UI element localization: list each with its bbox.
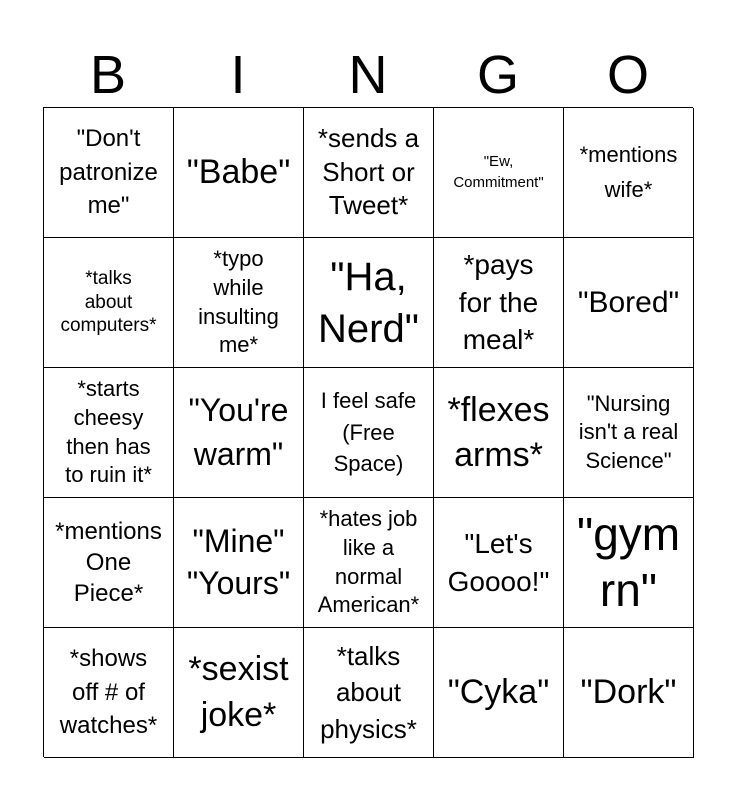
bingo-cell[interactable] xyxy=(434,498,564,628)
bingo-cell[interactable] xyxy=(174,498,304,628)
bingo-cell[interactable] xyxy=(434,628,564,758)
cell-text: "Babe" xyxy=(186,153,291,192)
cell-text: *sends a Short or Tweet* xyxy=(317,122,420,221)
bingo-cell[interactable] xyxy=(44,108,174,238)
cell-text: *hates job like a normal American* xyxy=(317,506,420,618)
bingo-cell[interactable] xyxy=(174,238,304,368)
cell-text: *mentions wife* xyxy=(579,142,678,202)
bingo-cell[interactable] xyxy=(174,108,304,238)
bingo-cell[interactable] xyxy=(434,238,564,368)
bingo-cell[interactable] xyxy=(434,368,564,498)
bingo-board xyxy=(43,107,693,757)
bingo-cell[interactable] xyxy=(304,238,434,368)
bingo-cell[interactable] xyxy=(564,498,694,628)
cell-text: "Ha, Nerd" xyxy=(318,254,419,351)
cell-text: *pays for the meal* xyxy=(458,248,539,356)
bingo-cell[interactable] xyxy=(174,628,304,758)
header-letter-o: O xyxy=(606,45,649,105)
cell-text: "Let's Goooo!" xyxy=(447,527,550,597)
header-letter-i: I xyxy=(230,45,246,105)
cell-text: "Ew, Commitment" xyxy=(453,153,544,191)
cell-text: "You're warm" xyxy=(188,392,289,472)
cell-text: "Cyka" xyxy=(447,673,550,712)
header-letter-g: G xyxy=(476,45,519,105)
bingo-cell[interactable] xyxy=(304,108,434,238)
bingo-cell[interactable] xyxy=(304,628,434,758)
cell-text: *typo while insulting me* xyxy=(198,246,279,358)
bingo-cell[interactable] xyxy=(44,498,174,628)
cell-text: *talks about physics* xyxy=(320,640,417,744)
bingo-cell[interactable] xyxy=(44,238,174,368)
cell-text: "Don't patronize me" xyxy=(59,125,158,220)
bingo-cell[interactable] xyxy=(564,368,694,498)
cell-text: "Bored" xyxy=(577,285,680,319)
cell-text: *mentions One Piece* xyxy=(55,517,162,608)
bingo-cell[interactable] xyxy=(564,108,694,238)
bingo-cell[interactable] xyxy=(304,368,434,498)
bingo-cell[interactable] xyxy=(564,238,694,368)
bingo-cell[interactable] xyxy=(44,628,174,758)
cell-text: "Nursing isn't a real Science" xyxy=(578,390,679,473)
cell-text: *talks about computers* xyxy=(60,267,157,337)
bingo-cell[interactable] xyxy=(564,628,694,758)
header-letter-b: B xyxy=(89,45,127,105)
cell-text: *shows off # of watches* xyxy=(59,645,158,740)
cell-text: "gym rn" xyxy=(576,508,681,616)
cell-text: *flexes arms* xyxy=(447,391,550,474)
cell-text: *starts cheesy then has to ruin it* xyxy=(65,376,152,488)
bingo-cell[interactable] xyxy=(44,368,174,498)
bingo-header xyxy=(43,44,693,106)
cell-text: *sexist joke* xyxy=(188,649,289,734)
cell-text: "Dork" xyxy=(580,673,677,712)
bingo-cell[interactable] xyxy=(304,498,434,628)
header-letter-n: N xyxy=(348,45,388,105)
bingo-cell[interactable] xyxy=(434,108,564,238)
cell-text: "Mine" "Yours" xyxy=(186,522,291,601)
cell-text: I feel safe (Free Space) xyxy=(320,387,417,477)
bingo-cell[interactable] xyxy=(174,368,304,498)
